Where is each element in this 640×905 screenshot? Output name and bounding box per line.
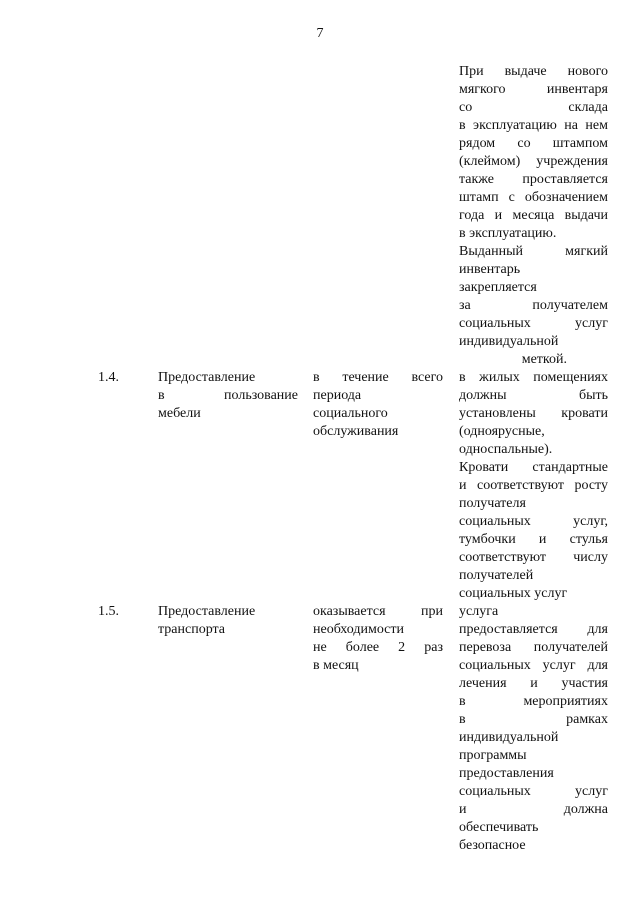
- service-term: [313, 369, 443, 441]
- text-line: и соответствуют росту: [459, 478, 608, 493]
- row-number: [98, 369, 138, 387]
- text-line: в течение всего: [313, 370, 443, 385]
- service-description: [459, 369, 608, 603]
- text-line: и должна: [459, 802, 608, 817]
- text-line: социального: [313, 406, 388, 421]
- text-line: закрепляется: [459, 280, 537, 295]
- text-line: получателей: [459, 568, 534, 583]
- text-line: социальных услуг: [459, 316, 608, 331]
- text-line: предоставления: [459, 766, 554, 781]
- text-line: тумбочки и стулья: [459, 532, 608, 547]
- text-line: периода: [313, 388, 362, 403]
- text-line: программы: [459, 748, 527, 763]
- text-line: в эксплуатацию на нем: [459, 118, 608, 133]
- text-line: в мероприятиях: [459, 694, 608, 709]
- text-line: социальных услуг для: [459, 658, 608, 673]
- text-line: в эксплуатацию.: [459, 226, 557, 241]
- text-line: года и месяца выдачи: [459, 208, 608, 223]
- text-line: со склада: [459, 100, 608, 115]
- text-line: меткой.: [521, 352, 567, 367]
- service-description: [459, 603, 608, 855]
- text-line: мягкого инвентаря: [459, 82, 608, 97]
- text-line: При выдаче нового: [459, 64, 608, 79]
- text-line: штамп с обозначением: [459, 190, 608, 205]
- text-line: за получателем: [459, 298, 608, 313]
- text-line: обслуживания: [313, 424, 399, 439]
- text-line: Кровати стандартные: [459, 460, 608, 475]
- text-line: оказывается при: [313, 604, 443, 619]
- text-line: инвентарь: [459, 262, 521, 277]
- text-line: также проставляется: [459, 172, 608, 187]
- text-line: необходимости: [313, 622, 405, 637]
- text-line: перевоза получателей: [459, 640, 608, 655]
- text-line: не более 2 раз: [313, 640, 443, 655]
- text-line: лечения и участия: [459, 676, 608, 691]
- text-line: социальных услуг,: [459, 514, 608, 529]
- text-line: услуга: [459, 604, 499, 619]
- page-number: 7: [316, 26, 324, 41]
- text-line: рядом со штампом: [459, 136, 608, 151]
- text-line: в месяц: [313, 658, 359, 673]
- text-line: Предоставление: [158, 604, 256, 619]
- text-line: получателя: [459, 496, 526, 511]
- text-line: транспорта: [158, 622, 226, 637]
- text-line: должны быть: [459, 388, 608, 403]
- row-number-text: 1.4.: [98, 370, 119, 385]
- row-number-text: 1.5.: [98, 604, 119, 619]
- service-name: [158, 369, 298, 423]
- continuation-text: [459, 63, 608, 369]
- text-line: мебели: [158, 406, 201, 421]
- text-line: социальных услуг: [459, 784, 608, 799]
- text-line: соответствуют числу: [459, 550, 608, 565]
- text-line: предоставляется для: [459, 622, 608, 637]
- text-line: безопасное: [459, 838, 526, 853]
- service-name: [158, 603, 298, 639]
- text-line: индивидуальной: [459, 334, 559, 349]
- text-line: индивидуальной: [459, 730, 559, 745]
- service-term: [313, 603, 443, 675]
- text-line: в рамках: [459, 712, 608, 727]
- text-line: социальных услуг: [459, 586, 568, 601]
- row-number: [98, 603, 138, 621]
- text-line: обеспечивать: [459, 820, 539, 835]
- text-line: Выданный мягкий: [459, 244, 608, 259]
- text-line: установлены кровати: [459, 406, 608, 421]
- text-line: (одноярусные,: [459, 424, 545, 439]
- text-line: в пользование: [158, 388, 298, 403]
- text-line: односпальные).: [459, 442, 553, 457]
- text-line: (клеймом) учреждения: [459, 154, 608, 169]
- text-line: Предоставление: [158, 370, 256, 385]
- text-line: в жилых помещениях: [459, 370, 608, 385]
